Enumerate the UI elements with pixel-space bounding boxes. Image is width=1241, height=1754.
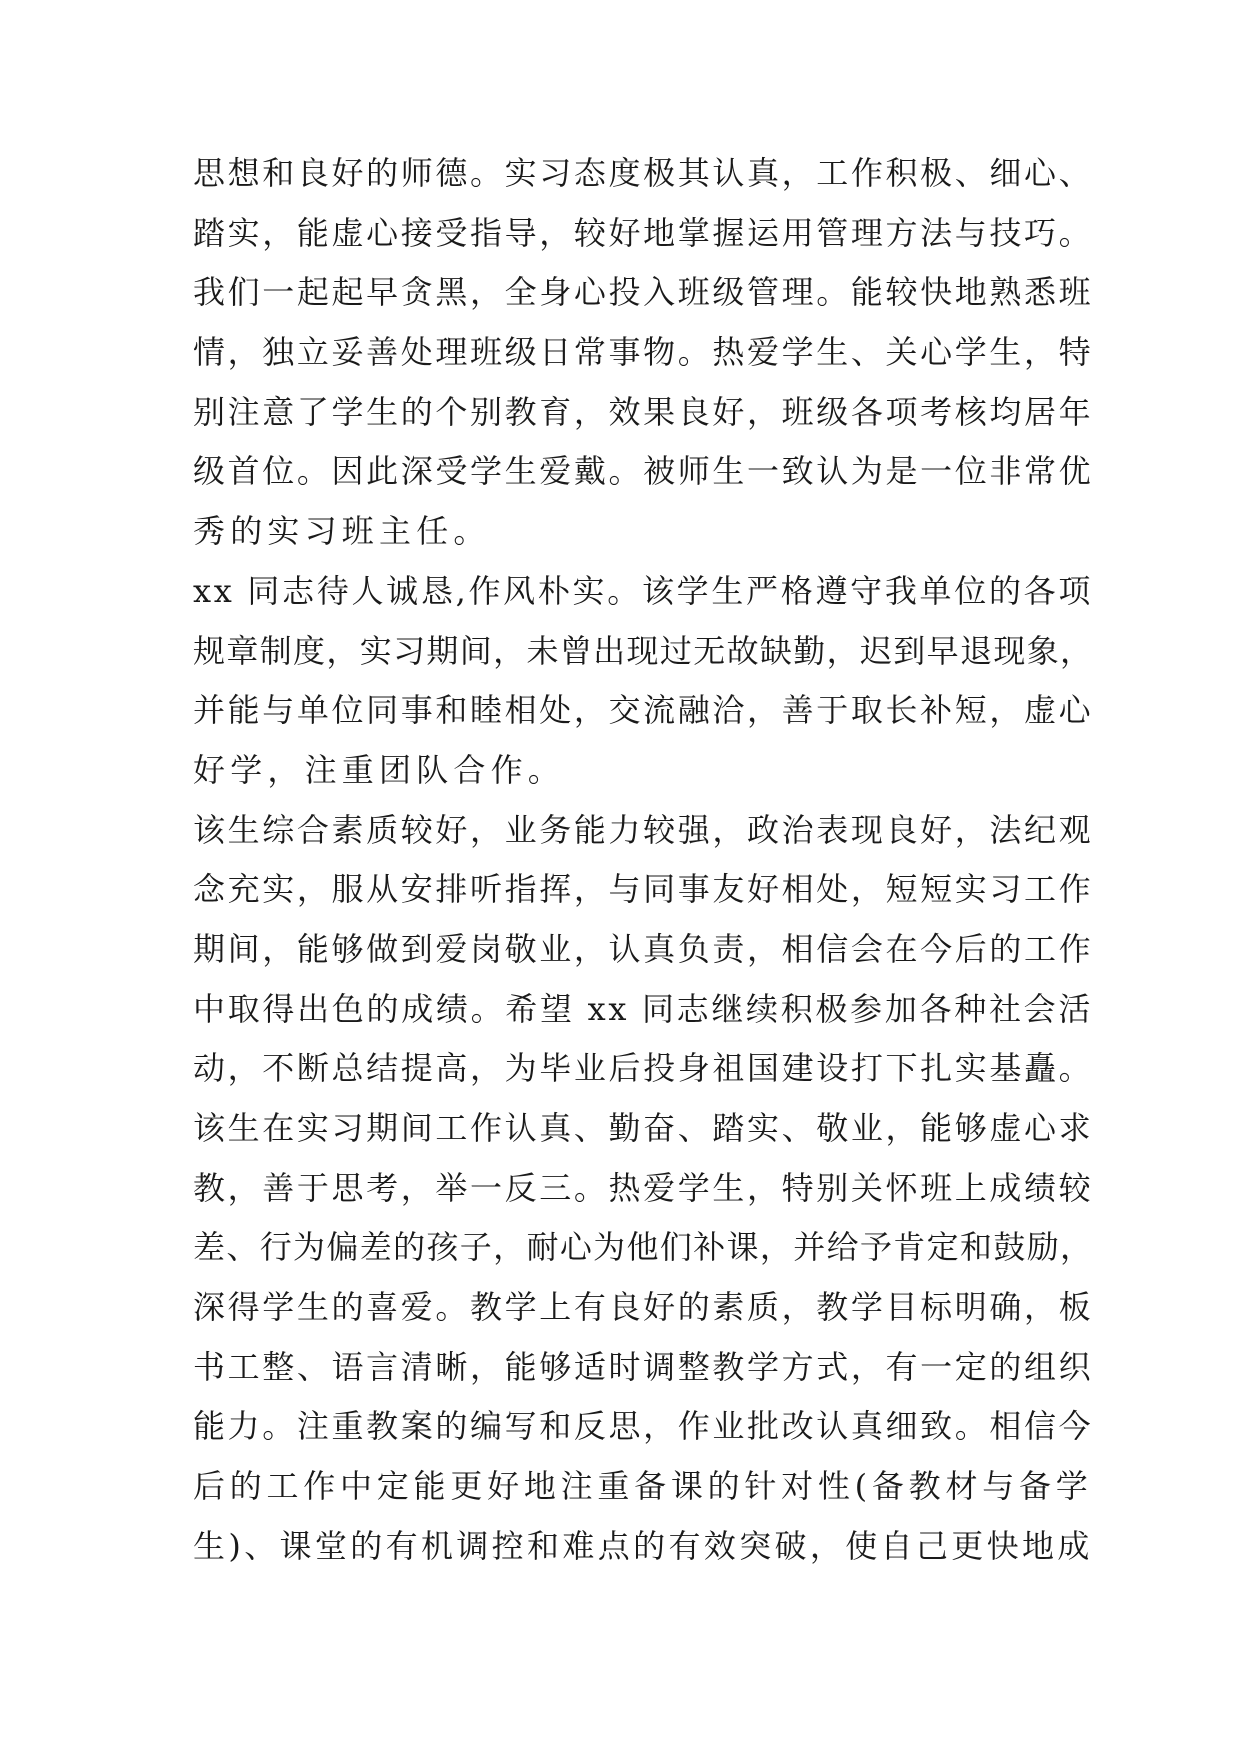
text-line: 并能与单位同事和睦相处，交流融洽，善于取长补短，虚心	[193, 691, 1094, 730]
text-line: 别注意了学生的个别教育，效果良好，班级各项考核均居年	[193, 392, 1094, 431]
text-line: 该生在实习期间工作认真、勤奋、踏实、敬业，能够虚心求	[193, 1109, 1094, 1147]
text-line: 期间，能够做到爱岗敬业，认真负责，相信会在今后的工作	[193, 929, 1094, 968]
text-line: xx 同志待人诚恳,作风朴实。该学生严格遵守我单位的各项	[193, 571, 1094, 610]
text-line: 念充实，服从安排听指挥，与同事友好相处，短短实习工作	[193, 870, 1094, 909]
text-line: 秀的实习班主任。	[193, 512, 491, 551]
text-line: 教，善于思考，举一反三。热爱学生，特别关怀班上成绩较	[193, 1168, 1094, 1207]
text-line: 差、行为偏差的孩子，耐心为他们补课，并给予肯定和鼓励，	[193, 1228, 1094, 1267]
text-line: 能力。注重教案的编写和反思，作业批改认真细致。相信今	[193, 1407, 1094, 1446]
text-line: 该生综合素质较好，业务能力较强，政治表现良好，法纪观	[193, 810, 1094, 849]
document-body	[193, 144, 1093, 1577]
text-line: 动，不断总结提高，为毕业后投身祖国建设打下扎实基矗。	[193, 1049, 1094, 1088]
text-line: 生)、课堂的有机调控和难点的有效突破，使自己更快地成	[193, 1526, 1093, 1565]
text-line: 踏实，能虚心接受指导，较好地掌握运用管理方法与技巧。	[193, 213, 1094, 252]
text-line: 我们一起起早贪黑，全身心投入班级管理。能较快地熟悉班	[193, 273, 1094, 312]
text-line: 情，独立妥善处理班级日常事物。热爱学生、关心学生，特	[193, 333, 1094, 372]
text-line: 好学，注重团队合作。	[193, 750, 566, 789]
text-line: 思想和良好的师德。实习态度极其认真，工作积极、细心、	[193, 154, 1094, 192]
text-line: 书工整、语言清晰，能够适时调整教学方式，有一定的组织	[193, 1347, 1094, 1386]
text-line: 规章制度，实习期间，未曾出现过无故缺勤，迟到早退现象，	[193, 631, 1094, 670]
text-line: 后的工作中定能更好地注重备课的针对性(备教材与备学	[193, 1467, 1093, 1506]
text-line: 级首位。因此深受学生爱戴。被师生一致认为是一位非常优	[193, 452, 1094, 491]
text-line: 深得学生的喜爱。教学上有良好的素质，教学目标明确，板	[193, 1288, 1094, 1327]
text-line: 中取得出色的成绩。希望 xx 同志继续积极参加各种社会活	[193, 989, 1094, 1028]
